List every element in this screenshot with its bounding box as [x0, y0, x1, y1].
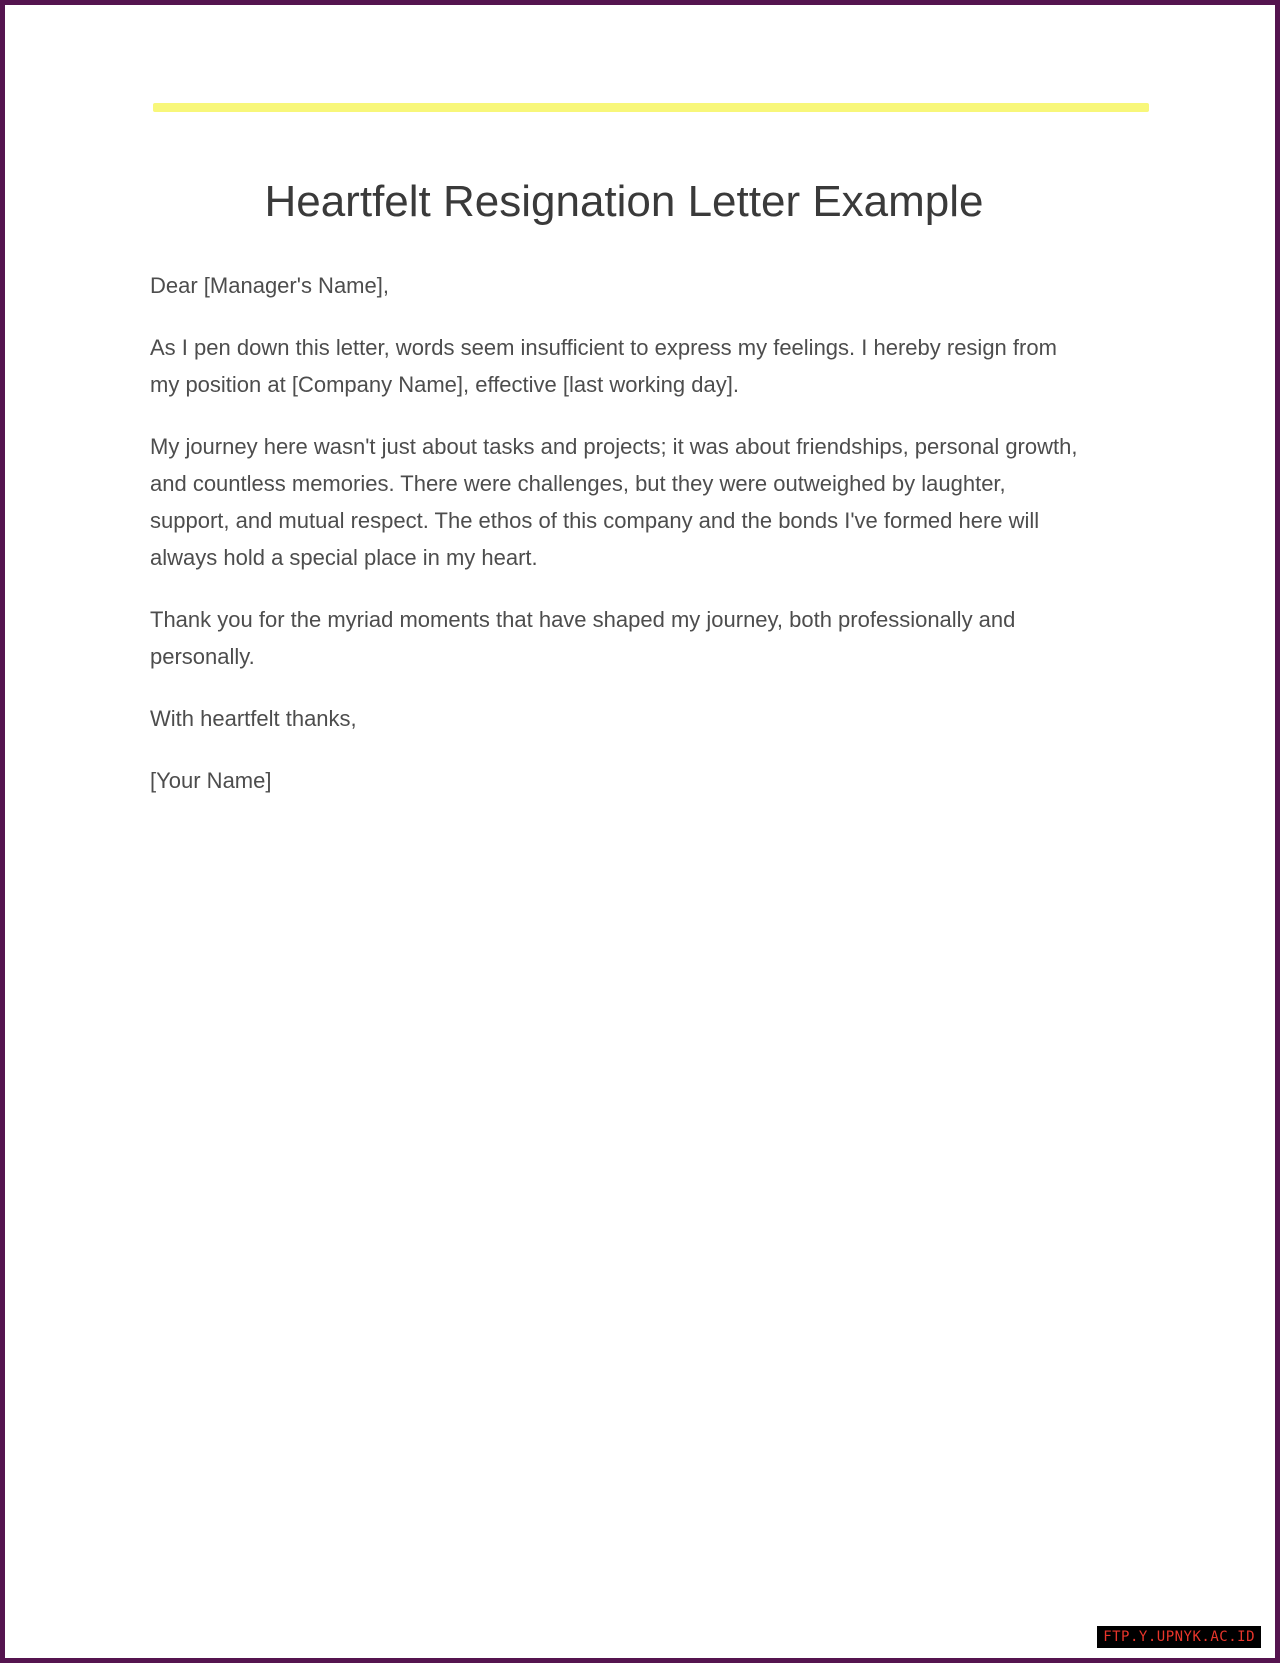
letter-greeting: Dear [Manager's Name], [150, 273, 389, 298]
document-title: Heartfelt Resignation Letter Example [264, 177, 984, 226]
letter-body [150, 267, 1080, 824]
letter-paragraph: Thank you for the myriad moments that have shaped my journey, both professionally and personally. [150, 607, 1016, 669]
accent-bar [153, 103, 1149, 112]
letter-closing: With heartfelt thanks, [150, 706, 357, 731]
letter-paragraph: As I pen down this letter, words seem insufficient to express my feelings. I hereby resign from my position at [Company Name], effective [last working day]. [150, 335, 1057, 397]
letter-paragraph: My journey here wasn't just about tasks and projects; it was about friendships, personal growth, and countless memories. There were challenges, but they were outweighed by laughter, support, and mutual respect. The ethos of this company and the bonds I've formed here will always hold a special place in my heart. [150, 434, 1078, 570]
letter-signature: [Your Name] [150, 768, 272, 793]
source-watermark: FTP.Y.UPNYK.AC.ID [1097, 1626, 1261, 1648]
